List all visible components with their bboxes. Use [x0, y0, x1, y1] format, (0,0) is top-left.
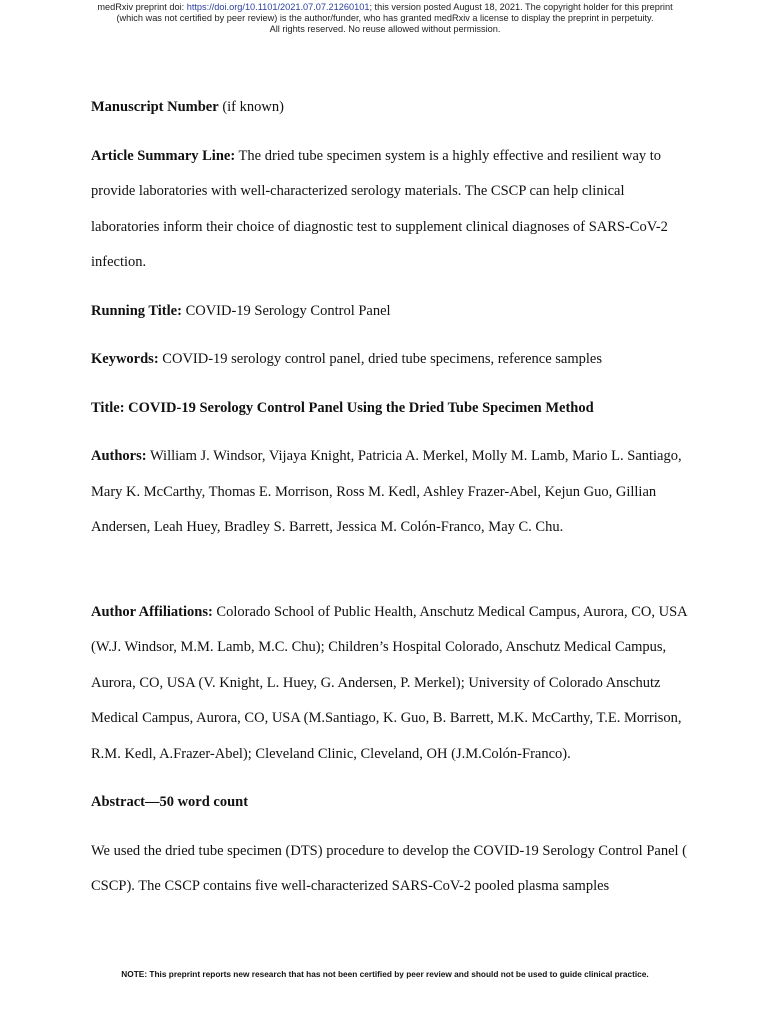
- keywords-label: Keywords:: [91, 351, 159, 367]
- doi-link[interactable]: https://doi.org/10.1101/2021.07.07.21260101: [186, 2, 370, 12]
- abstract-text: We used the dried tube specimen (DTS) procedure to develop the COVID-19 Serology Control Panel ( CSCP). The CSCP contains five well-characterized SARS-CoV-2 pooled plasma samples: [91, 842, 688, 894]
- header-suffix: ; this version posted August 18, 2021. The copyright holder for this preprint: [369, 2, 673, 12]
- authors-text: William J. Windsor, Vijaya Knight, Patricia A. Merkel, Molly M. Lamb, Mario L. Santiago, Mary K. McCarthy, Thomas E. Morrison, Ross M. Kedl, Ashley Frazer-Abel, Kejun Guo, Gillian Andersen, Leah Huey, Bradley S. Barrett, Jessica M. Colón-Franco, May C. Chu.: [91, 448, 682, 535]
- abstract-heading: [91, 785, 691, 821]
- paper-title: [91, 391, 691, 427]
- header-line-1: [0, 2, 770, 13]
- article-summary: [91, 139, 691, 281]
- header-line-2: (which was not certified by peer review) is the author/funder, who has granted medRxiv a license to display the preprint in perpetuity.: [116, 13, 654, 23]
- keywords: [91, 342, 691, 378]
- article-summary-label: Article Summary Line:: [91, 147, 236, 164]
- keywords-text: COVID-19 serology control panel, dried tube specimens, reference samples: [158, 351, 602, 367]
- paper-title-text: Title: COVID-19 Serology Control Panel Using the Dried Tube Specimen Method: [91, 399, 594, 416]
- running-title: [91, 294, 691, 330]
- running-title-text: COVID-19 Serology Control Panel: [181, 302, 391, 319]
- manuscript-number: [91, 90, 691, 126]
- abstract-heading-text: Abstract—50 word count: [91, 794, 249, 810]
- author-affiliations-label: Author Affiliations:: [91, 603, 213, 620]
- manuscript-number-label: Manuscript Number: [91, 99, 219, 115]
- authors-label: Authors:: [91, 448, 147, 464]
- authors: [91, 439, 691, 546]
- author-affiliations-text: Colorado School of Public Health, Anschutz Medical Campus, Aurora, CO, USA (W.J. Windsor, M.M. Lamb, M.C. Chu); Children’s Hospital Colorado, Anschutz Medical Campus, Aurora, CO, USA (V. Knight, L. Huey, G. Andersen, P. Merkel); University of Colorado Anschutz Medical Campus, Aurora, CO, USA (M.Santiago, K. Guo, B. Barrett, M.K. McCarthy, T.E. Morrison, R.M. Kedl, A.Frazer-Abel); Cleveland Clinic, Cleveland, OH (J.M.Colón-Franco).: [91, 603, 687, 762]
- document-body: [91, 90, 691, 905]
- preprint-footer-note: NOTE: This preprint reports new research that has not been certified by peer review and should not be used to guide clinical practice.: [121, 969, 649, 979]
- preprint-header: [0, 2, 770, 35]
- running-title-label: Running Title:: [91, 302, 182, 319]
- header-prefix: medRxiv preprint doi:: [97, 2, 187, 12]
- article-summary-text: The dried tube specimen system is a highly effective and resilient way to provide laboratories with well-characterized serology materials. The CSCP can help clinical laboratories inform their choice of diagnostic test to supplement clinical diagnoses of SARS-CoV-2 infection.: [91, 147, 668, 270]
- header-line-3: All rights reserved. No reuse allowed without permission.: [269, 24, 501, 34]
- manuscript-number-value: (if known): [218, 99, 284, 115]
- author-affiliations: [91, 595, 691, 773]
